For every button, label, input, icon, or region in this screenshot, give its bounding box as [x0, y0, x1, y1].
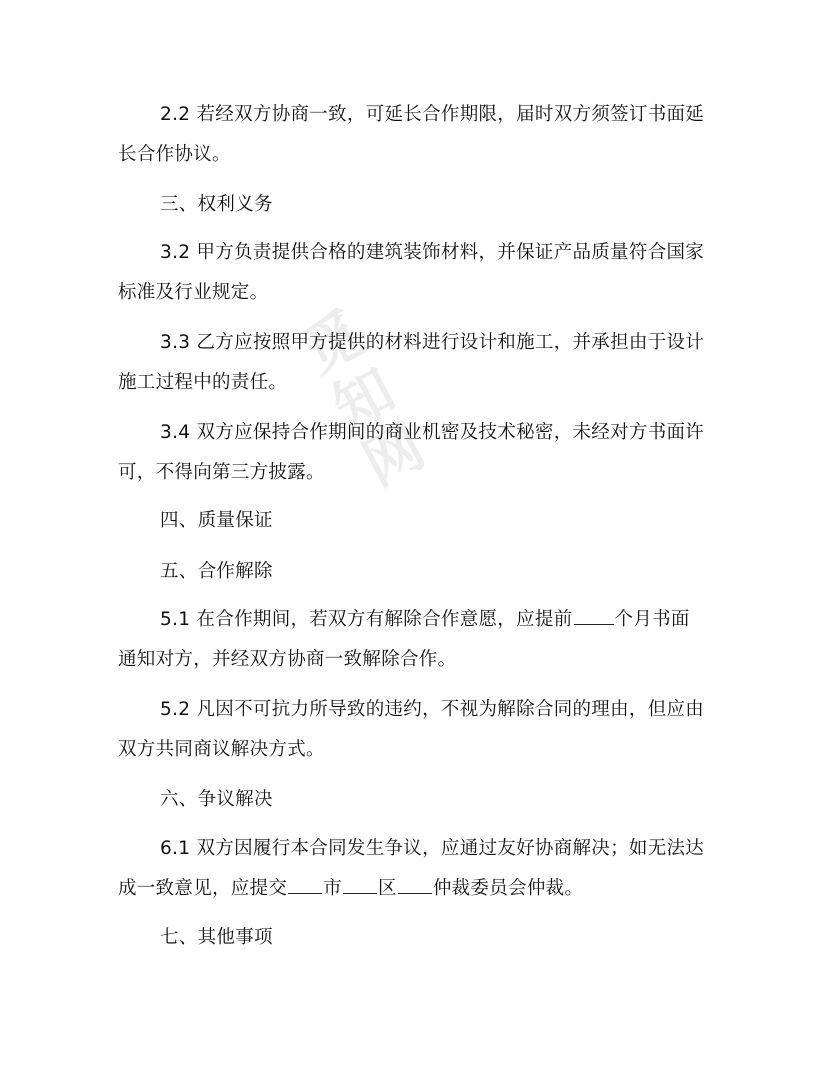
- blank-line: [288, 875, 322, 894]
- section-heading-6: 六、争议解决: [160, 789, 273, 810]
- clause-3-2: 3.2 甲方负责提供合格的建筑装饰材料，并保证产品质量符合国家标准及行业规定。: [118, 242, 705, 303]
- clause-text: 区: [378, 878, 397, 899]
- clause-text: 仲裁委员会仲裁。: [432, 878, 584, 899]
- clause-text: 市: [323, 878, 343, 899]
- clause-5-1: [118, 600, 708, 680]
- blank-line: [343, 875, 377, 894]
- clause-text: 5.1 在合作期间，若双方有解除合作意愿，应提前: [160, 609, 573, 630]
- clause-2-2: 2.2 若经双方协商一致，可延长合作期限，届时双方须签订书面延长合作协议。: [118, 104, 705, 165]
- clause-6-1: [118, 829, 708, 909]
- watermark-char: 觅: [292, 298, 376, 386]
- section-heading-4: 四、质量保证: [160, 510, 273, 531]
- section-heading-3: 三、权利义务: [160, 194, 273, 215]
- section-heading-7: 七、其他事项: [160, 927, 273, 948]
- clause-5-2: 5.2 凡因不可抗力所导致的违约，不视为解除合同的理由，但应由双方共同商议解决方式。: [118, 699, 705, 760]
- blank-line: [574, 606, 614, 625]
- clause-3-4: 3.4 双方应保持合作期间的商业机密及技术秘密，未经对方书面许可，不得向第三方披露。: [118, 422, 705, 483]
- clause-text: 6.1 双方因履行本合同发生争议，应通过友好协商解决；如无法达成一致意见，应提交: [118, 838, 705, 899]
- clause-text: 个月书面通知对方，并经双方协商一致解除合作。: [118, 609, 690, 670]
- clause-3-3: 3.3 乙方应按照甲方提供的材料进行设计和施工，并承担由于设计施工过程中的责任。: [118, 332, 705, 393]
- section-heading-5: 五、合作解除: [160, 561, 273, 582]
- watermark-char: 网: [352, 411, 436, 499]
- blank-line: [398, 875, 432, 894]
- watermark-char: 知: [322, 355, 406, 443]
